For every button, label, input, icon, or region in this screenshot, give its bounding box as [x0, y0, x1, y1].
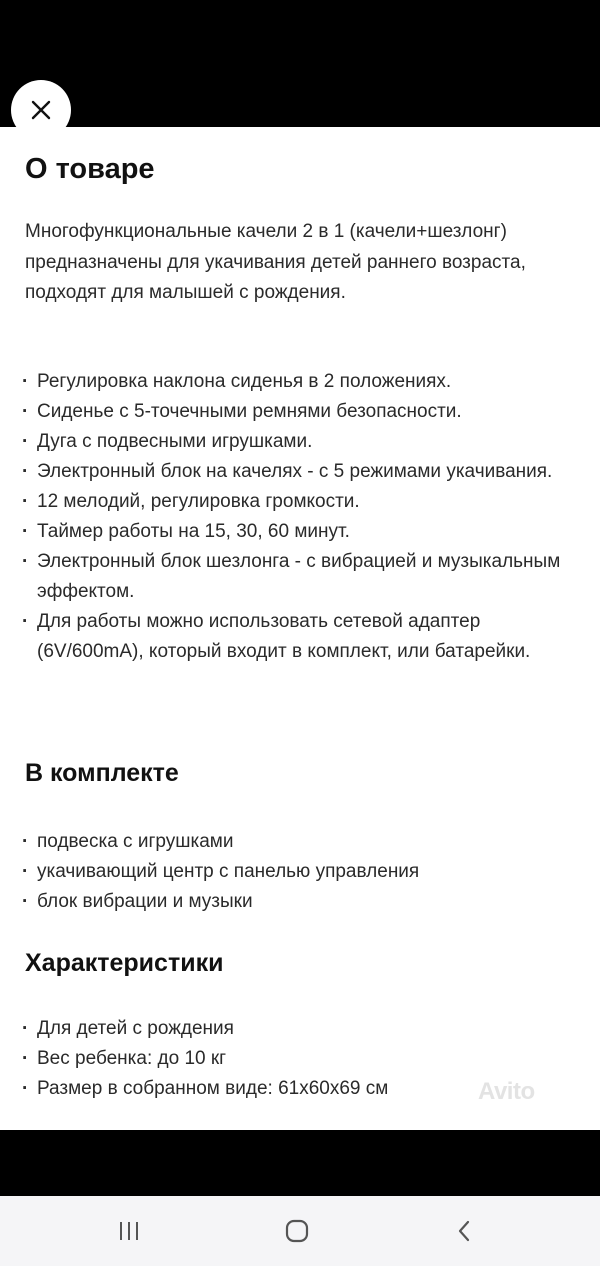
recents-icon: [117, 1219, 141, 1243]
home-icon: [283, 1217, 311, 1245]
product-description-panel[interactable]: [0, 127, 600, 1130]
close-icon: [30, 99, 52, 121]
home-button[interactable]: [275, 1211, 319, 1251]
top-black-area: [0, 0, 600, 127]
features-list: [25, 367, 580, 667]
list-item: · подвеска с игрушками: [25, 827, 580, 857]
list-item: · Электронный блок шезлонга - с вибрацией и музыкальным эффектом.: [25, 547, 580, 607]
list-item: · Для работы можно использовать сетевой адаптер (6V/600mA), который входит в комплект, или батарейки.: [25, 607, 580, 667]
list-item: · 12 мелодий, регулировка громкости.: [25, 487, 580, 517]
list-item: · Сиденье с 5-точечными ремнями безопасности.: [25, 397, 580, 427]
specs-title: Характеристики: [25, 949, 224, 977]
about-title: О товаре: [25, 153, 155, 185]
list-item: · Таймер работы на 15, 30, 60 минут.: [25, 517, 580, 547]
back-button[interactable]: [443, 1211, 487, 1251]
list-item: · Электронный блок на качелях - с 5 режимами укачивания.: [25, 457, 580, 487]
avito-watermark: Avito: [478, 1078, 535, 1105]
list-item: · укачивающий центр с панелью управления: [25, 857, 580, 887]
system-navigation-bar: [0, 1196, 600, 1266]
list-item: · Дуга с подвесными игрушками.: [25, 427, 580, 457]
about-description: Многофункциональные качели 2 в 1 (качели+шезлонг) предназначены для укачивания детей раннего возраста, подходят для малышей с рождения.: [25, 221, 526, 303]
list-item: · Вес ребенка: до 10 кг: [25, 1044, 580, 1074]
list-item: · Размер в собранном виде: 61х60х69 см: [25, 1074, 580, 1104]
back-icon: [453, 1219, 477, 1243]
list-item: · Для детей с рождения: [25, 1014, 580, 1044]
close-button[interactable]: [11, 80, 71, 140]
recents-button[interactable]: [107, 1211, 151, 1251]
list-item: · Регулировка наклона сиденья в 2 положениях.: [25, 367, 580, 397]
list-item: · блок вибрации и музыки: [25, 887, 580, 917]
kit-list: [25, 827, 580, 917]
bottom-black-area: [0, 1130, 600, 1196]
kit-title: В комплекте: [25, 759, 179, 787]
